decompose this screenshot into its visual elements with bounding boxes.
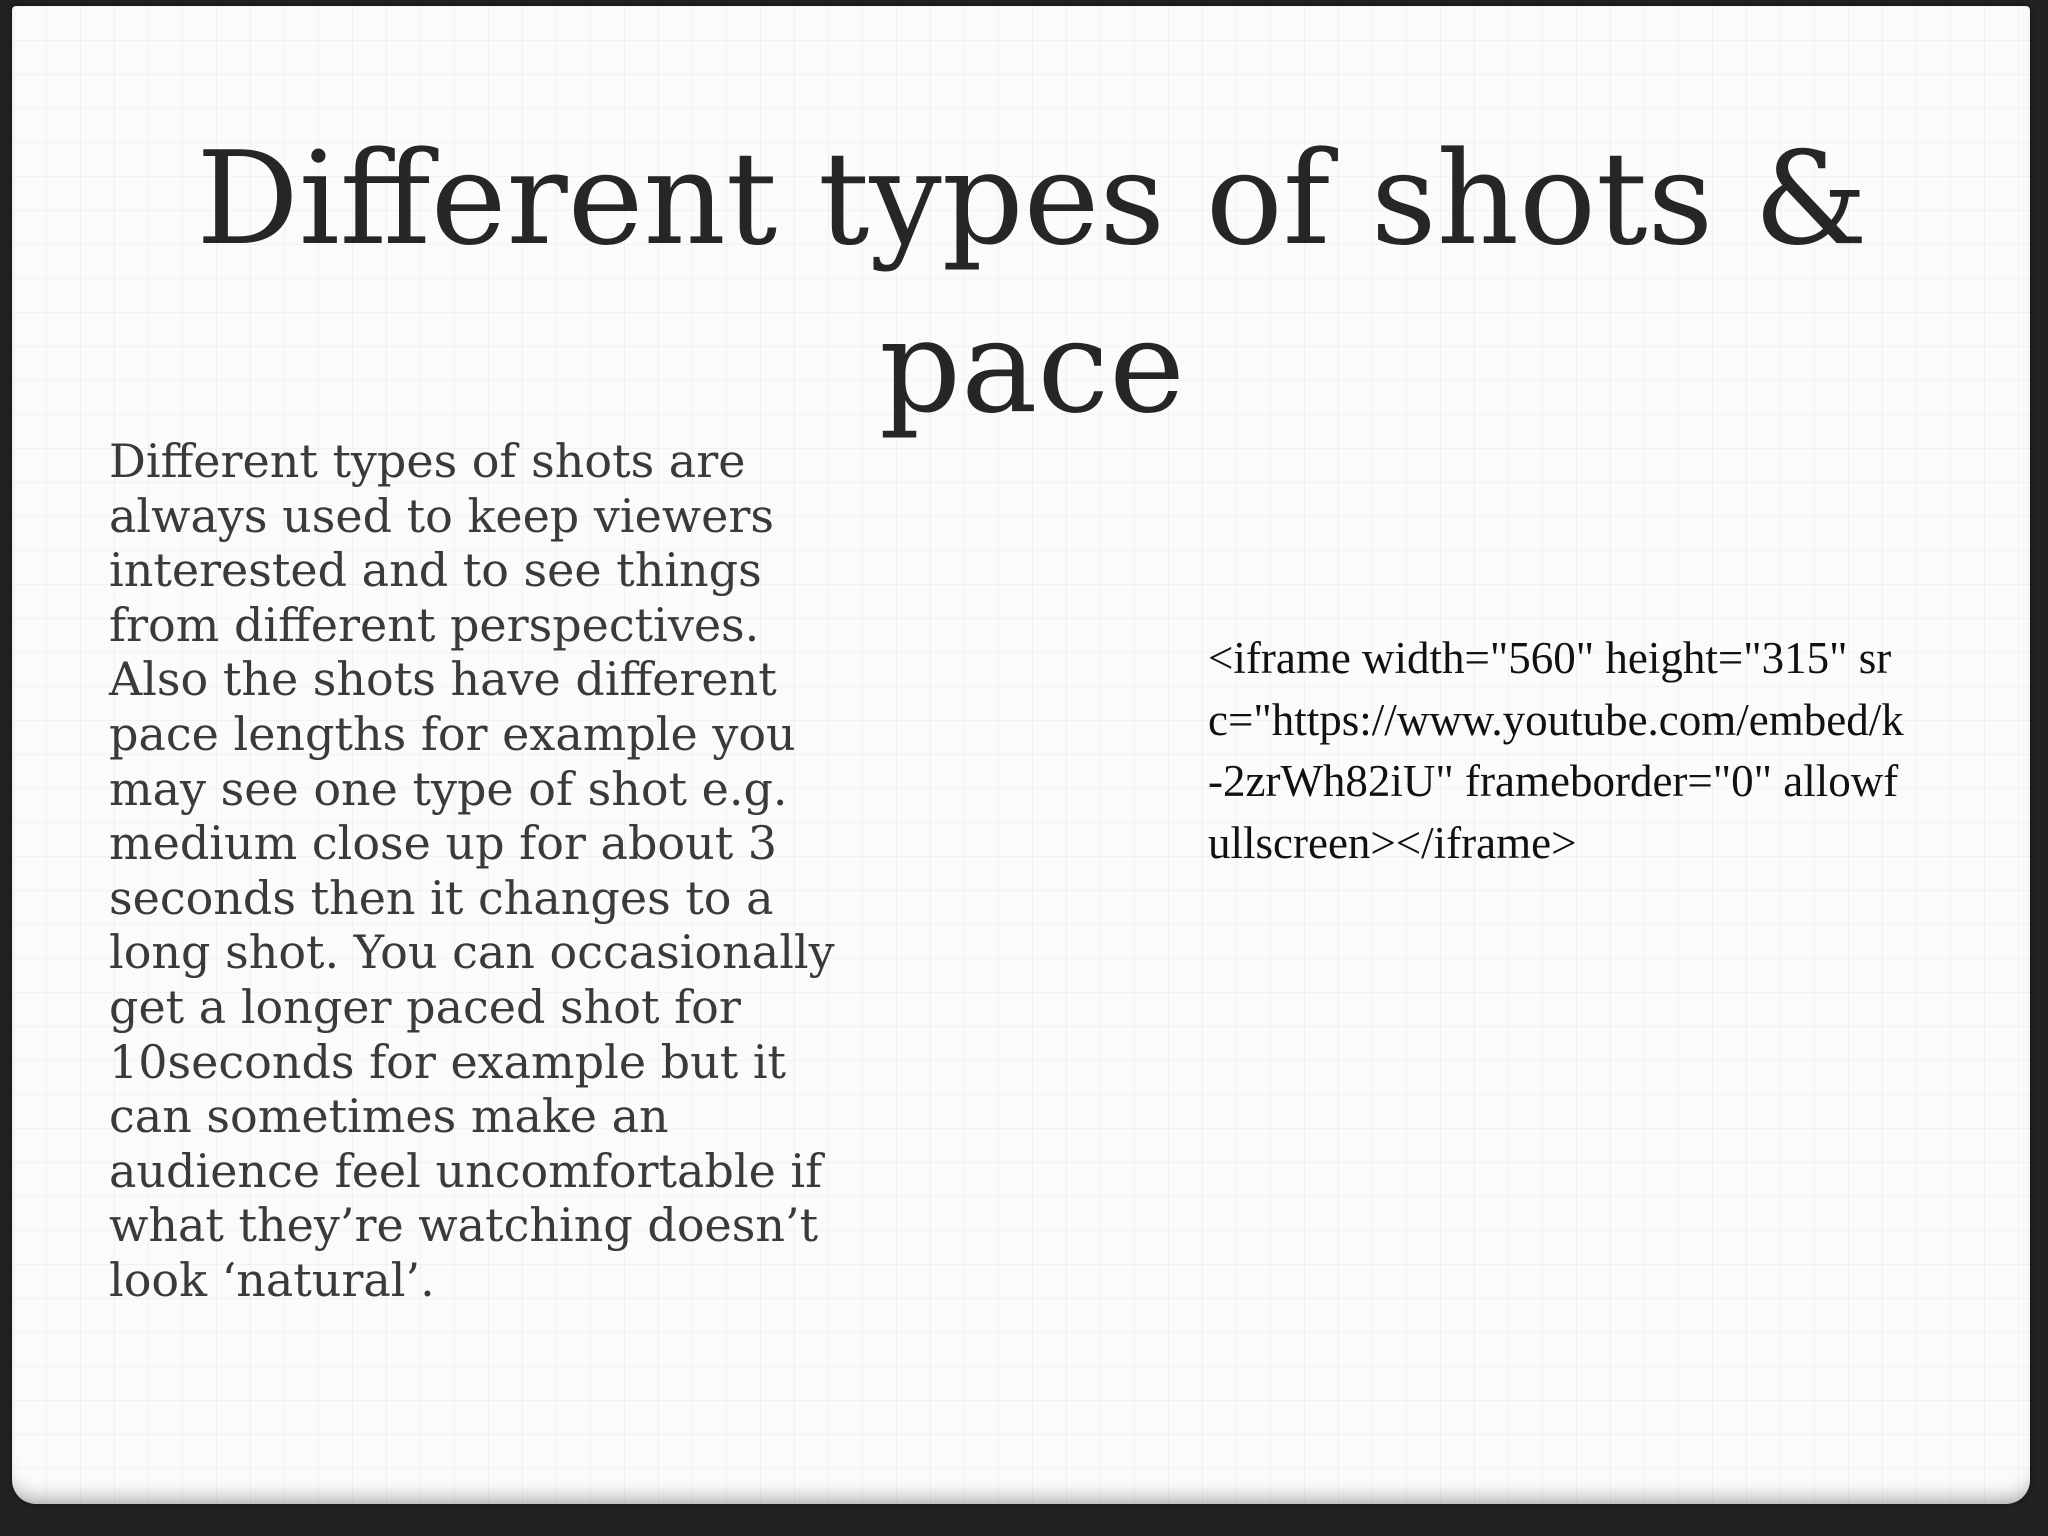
embed-code-text: <iframe width="560" height="315" src="https://www.youtube.com/embed/k-2zrWh82iU" frameborder="0" allowfullscreen></iframe> [1208, 633, 1904, 868]
presentation-slide [12, 6, 2030, 1504]
slide-title: Different types of shots & pace [196, 125, 1868, 442]
slide-body-text: Different types of shots are always used to keep viewers interested and to see things from different perspectives. Also the shots have different pace lengths for example you may see one type of shot e.g. medium close up for about 3 seconds then it changes to a long shot. You can occasionally get a longer paced shot for 10seconds for example but it can sometimes make an audience feel uncomfortable if what they’re watching doesn’t look ‘natural’. [109, 434, 835, 1307]
